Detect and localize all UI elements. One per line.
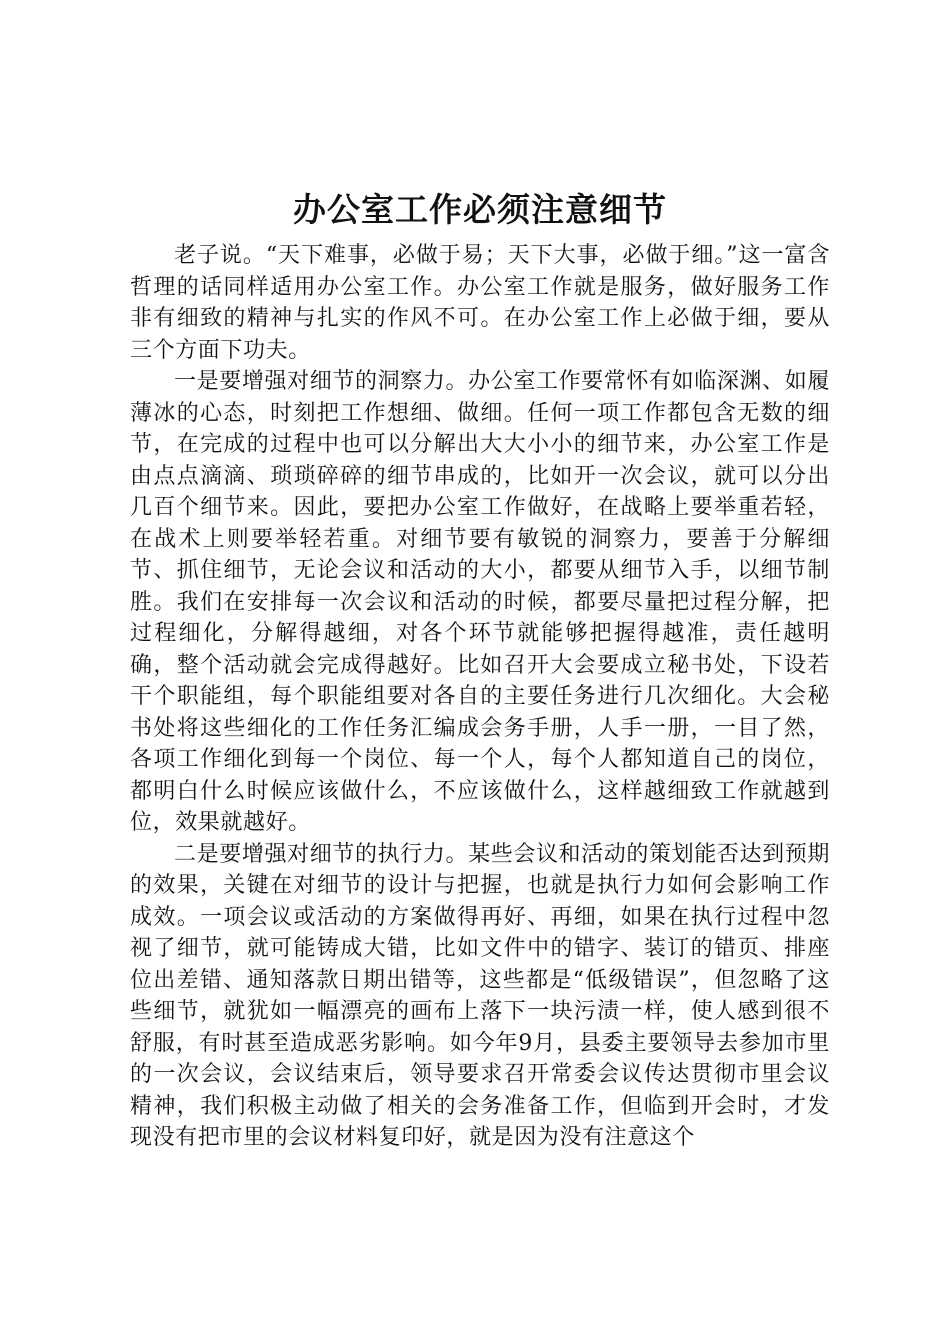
document-page: [130, 184, 830, 1154]
paragraph-insight: 一是要增强对细节的洞察力。办公室工作要常怀有如临深渊、如履薄冰的心态，时刻把工作想细、做细。任何一项工作都包含无数的细节，在完成的过程中也可以分解出大大小小的细节来，办公室工作是由点点滴滴、琐琐碎碎的细节串成的，比如开一次会议，就可以分出几百个细节来。因此，要把办公室工作做好，在战略上要举重若轻，在战术上则要举轻若重。对细节要有敏锐的洞察力，要善于分解细节、抓住细节，无论会议和活动的大小，都要从细节入手，以细节制胜。我们在安排每一次会议和活动的时候，都要尽量把过程分解，把过程细化，分解得越细，对各个环节就能够把握得越准，责任越明确，整个活动就会完成得越好。比如召开大会要成立秘书处，下设若干个职能组，每个职能组要对各自的主要任务进行几次细化。大会秘书处将这些细化的工作任务汇编成会务手册，人手一册，一目了然，各项工作细化到每一个岗位、每一个人，每个人都知道自己的岗位，都明白什么时候应该做什么，不应该做什么，这样越细致工作就越到位，效果就越好。: [130, 369, 830, 835]
paragraph-execution: 二是要增强对细节的执行力。某些会议和活动的策划能否达到预期的效果，关键在对细节的设计与把握，也就是执行力如何会影响工作成效。一项会议或活动的方案做得再好、再细，如果在执行过程中忽视了细节，就可能铸成大错，比如文件中的错字、装订的错页、排座位出差错、通知落款日期出错等，这些都是“低级错误”，但忽略了这些细节，就犹如一幅漂亮的画布上落下一块污渍一样，使人感到很不舒服，有时甚至造成恶劣影响。如今年9月，县委主要领导去参加市里的一次会议，会议结束后，领导要求召开常委会议传达贯彻市里会议精神，我们积极主动做了相关的会务准备工作，但临到开会时，才发现没有把市里的会议材料复印好，就是因为没有注意这个: [130, 841, 830, 1150]
document-title: 办公室工作必须注意细节: [293, 190, 667, 229]
paragraph-intro: 老子说。“天下难事，必做于易；天下大事，必做于细。”这一富含哲理的话同样适用办公室工作。办公室工作就是服务，做好服务工作非有细致的精神与扎实的作风不可。在办公室工作上必做于细，要从三个方面下功夫。: [130, 243, 830, 363]
